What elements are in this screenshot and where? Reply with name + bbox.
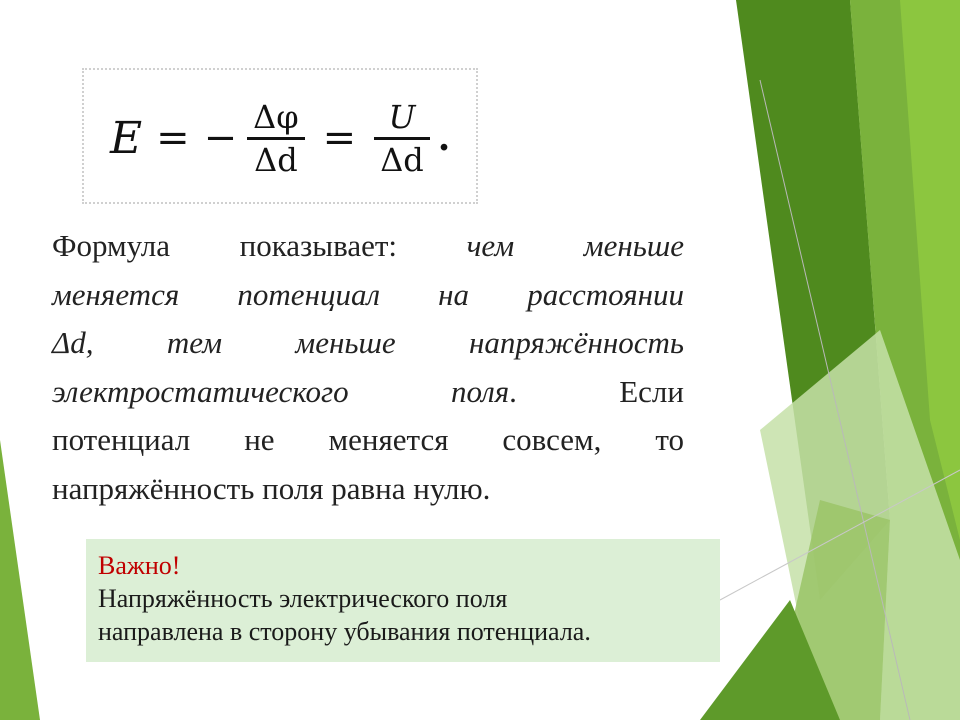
formula-equals-2: =	[322, 115, 357, 161]
note-title: Важно!	[98, 551, 181, 580]
paragraph-line-6: напряжённость поля равна нулю.	[52, 470, 491, 506]
formula-fraction-2	[374, 97, 430, 180]
paragraph-line-2: меняется потенциал на расстоянии	[52, 276, 684, 312]
formula-minus: −	[203, 115, 238, 161]
important-note-box	[86, 539, 720, 662]
note-body	[98, 582, 708, 648]
paragraph-line-1-start: Формула показывает:	[52, 228, 467, 263]
paragraph-line-4-italic: электростатического поля	[52, 373, 510, 409]
formula-end-dot: .	[437, 117, 451, 159]
field-strength-formula	[110, 84, 450, 192]
formula-image	[82, 68, 478, 204]
paragraph-line-4	[52, 368, 684, 417]
paragraph-line-5: потенциал не меняется совсем, то	[52, 422, 684, 457]
facet-left-bottom	[0, 440, 40, 720]
note-line-1: Напряжённость электрического поля	[98, 584, 508, 613]
paragraph-line-4-end: . Если	[509, 373, 684, 409]
note-line-2: направлена в сторону убывания потенциала.	[98, 617, 591, 646]
fraction-2-denominator: Δd	[380, 140, 424, 179]
formula-fraction-1	[247, 97, 305, 180]
fraction-2-numerator: U	[388, 97, 416, 136]
fraction-1-numerator: Δφ	[253, 97, 299, 136]
fraction-1-denominator: Δd	[254, 140, 298, 179]
formula-equals-1: =	[156, 115, 190, 161]
explanation-paragraph	[52, 222, 684, 513]
formula-lhs: E	[110, 112, 143, 164]
paragraph-line-3: Δd, тем меньше напряжённость	[52, 325, 684, 360]
paragraph-line-1-italic: чем меньше	[466, 228, 684, 263]
paragraph-line-1	[52, 222, 684, 271]
